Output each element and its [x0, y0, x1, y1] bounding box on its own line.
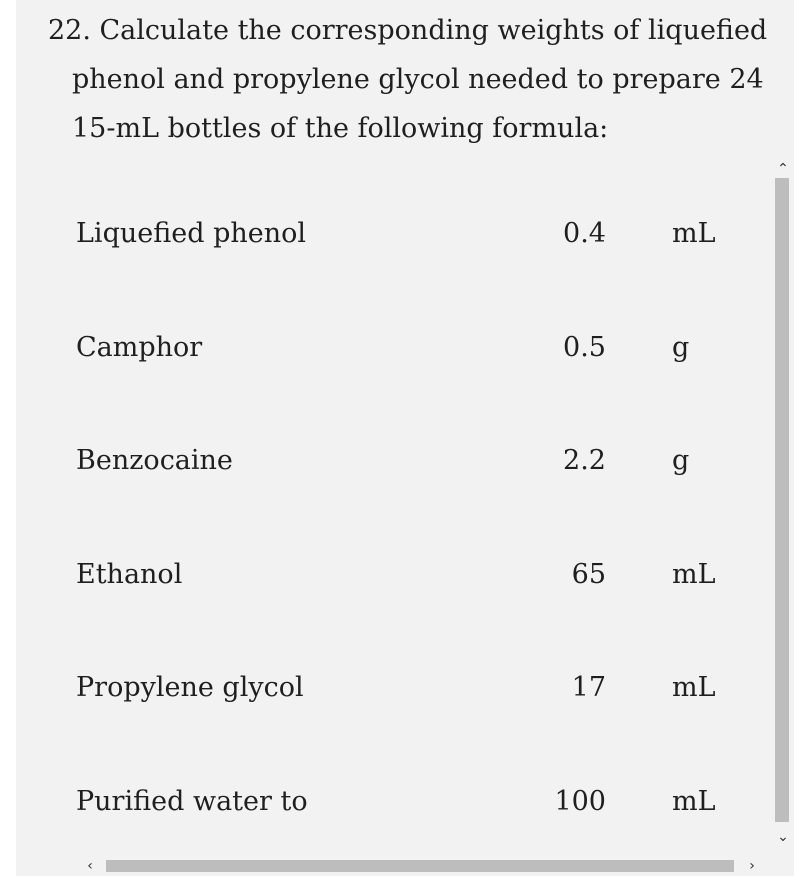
chevron-right-icon[interactable]: › — [749, 858, 755, 874]
horizontal-scrollbar[interactable] — [76, 856, 766, 876]
formula-row — [16, 290, 776, 404]
ingredient-unit: mL — [672, 218, 716, 249]
ingredient-unit: g — [672, 331, 690, 363]
ingredient-unit: g — [672, 445, 690, 476]
question-text: 22. Calculate the corresponding weights of liquefied phenol and propylene glycol needed to prepare 24 15-mL bottles of the following formula: — [48, 15, 768, 144]
ingredient-name: Camphor — [76, 331, 203, 363]
ingredient-amount: 17 — [571, 672, 606, 703]
question-panel — [16, 0, 794, 876]
formula-row — [16, 176, 776, 290]
ingredient-unit: mL — [672, 785, 716, 817]
ingredient-name: Benzocaine — [76, 445, 233, 476]
ingredient-name: Ethanol — [76, 558, 183, 590]
ingredient-amount: 0.4 — [563, 218, 606, 249]
ingredient-name: Purified water to — [76, 785, 308, 817]
formula-row — [16, 403, 776, 517]
vertical-scroll-thumb[interactable] — [775, 178, 789, 822]
ingredient-unit: mL — [672, 558, 716, 590]
formula-row — [16, 744, 776, 858]
ingredient-name: Propylene glycol — [76, 672, 304, 703]
ingredient-amount: 65 — [571, 558, 606, 590]
vertical-scrollbar[interactable] — [772, 148, 794, 854]
formula-row — [16, 630, 776, 744]
ingredient-amount: 2.2 — [563, 445, 606, 476]
chevron-down-icon[interactable]: ⌄ — [777, 829, 789, 845]
chevron-up-icon[interactable]: ⌃ — [777, 161, 789, 177]
ingredient-unit: mL — [672, 672, 716, 703]
formula-table — [16, 176, 776, 857]
formula-row — [16, 517, 776, 631]
ingredient-name: Liquefied phenol — [76, 218, 307, 249]
horizontal-scroll-thumb[interactable] — [106, 860, 734, 872]
chevron-left-icon[interactable]: ‹ — [87, 858, 93, 874]
ingredient-amount: 0.5 — [563, 331, 606, 363]
ingredient-amount: 100 — [554, 785, 606, 817]
